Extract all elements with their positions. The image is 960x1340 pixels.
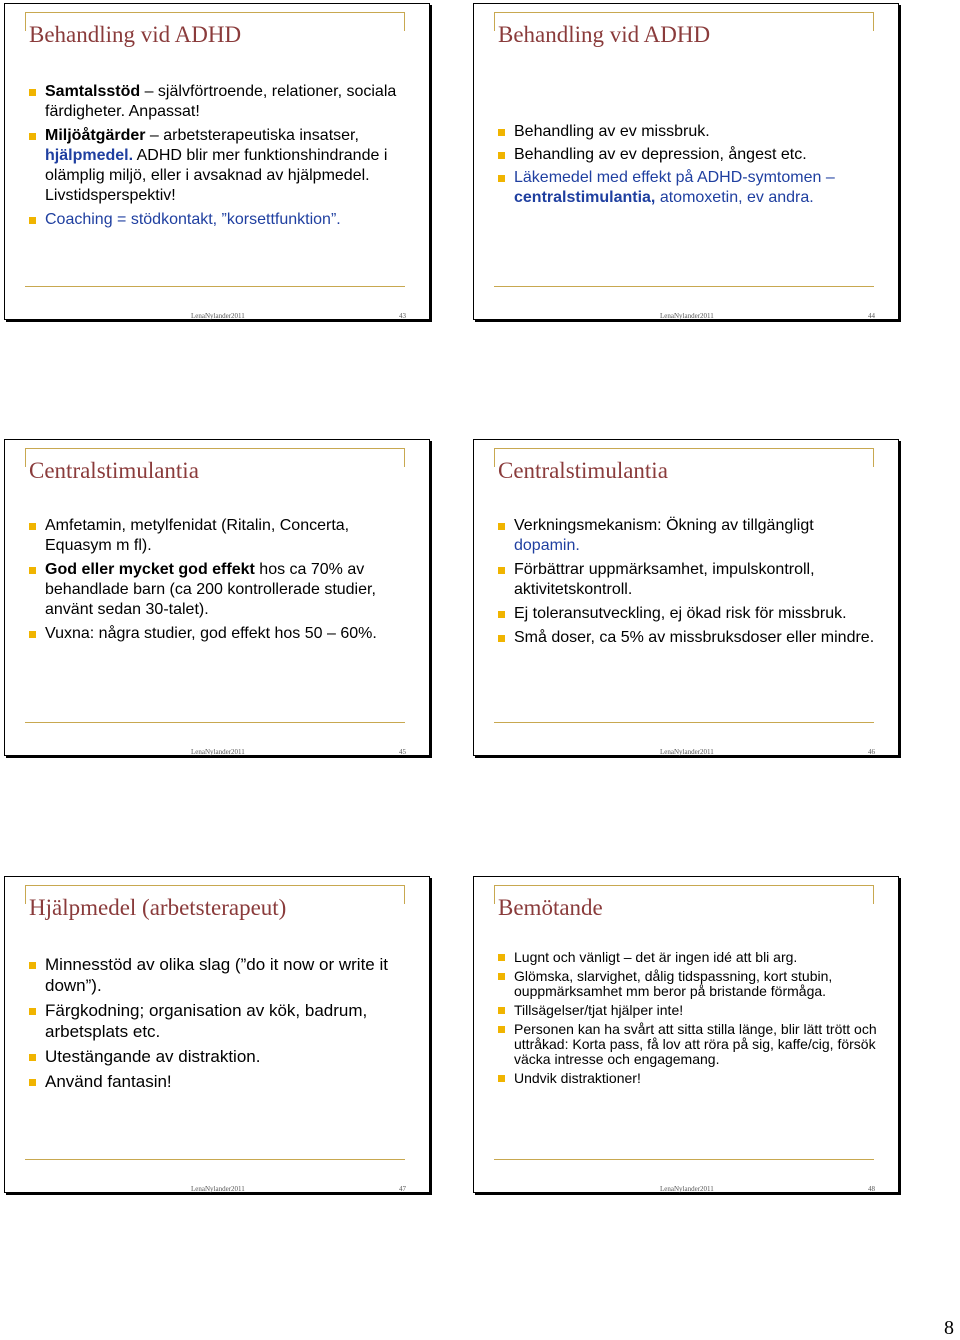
square-bullet-icon [498, 129, 505, 136]
list-item: Utestängande av distraktion. [29, 1046, 409, 1067]
list-item: Behandling av ev missbruk. [498, 122, 878, 142]
list-item: Miljöåtgärder – arbetsterapeutiska insatser, hjälpmedel. ADHD blir mer funktionshindrande i olämplig miljö, eller i avsaknad av hjälpmedel. Livstidsperspektiv! [29, 126, 409, 206]
slide-number: 43 [399, 312, 406, 320]
slide-46 [473, 439, 899, 756]
square-bullet-icon [498, 973, 505, 980]
bullet-list [29, 954, 409, 1096]
slide-title: Centralstimulantia [29, 458, 199, 483]
square-bullet-icon [498, 523, 505, 530]
list-item: Personen kan ha svårt att sitta stilla länge, blir lätt trött och uttråkad: Korta pass, få lov att röra på sig, kaffe/cig, försök väcka intresse och engagemang. [498, 1022, 878, 1067]
square-bullet-icon [29, 962, 36, 969]
footer-rule [494, 722, 874, 723]
square-bullet-icon [498, 1026, 505, 1033]
slide-44 [473, 3, 899, 320]
square-bullet-icon [498, 611, 505, 618]
square-bullet-icon [29, 1054, 36, 1061]
footer-rule [494, 1159, 874, 1160]
list-item: Tillsägelser/tjat hjälper inte! [498, 1003, 878, 1018]
bullet-list [29, 516, 409, 648]
list-item: Färgkodning; organisation av kök, badrum, arbetsplats etc. [29, 1000, 409, 1042]
list-item: Glömska, slarvighet, dålig tidspassning, kort stubin, ouppmärksamhet mm beror på bristande förmåga. [498, 969, 878, 999]
square-bullet-icon [29, 1008, 36, 1015]
footer-author: LenaNylander2011 [660, 312, 714, 320]
list-item: Vuxna: några studier, god effekt hos 50 – 60%. [29, 624, 409, 644]
list-item: Verkningsmekanism: Ökning av tillgängligt dopamin. [498, 516, 878, 556]
page-number: 8 [944, 1317, 954, 1339]
footer-rule [25, 286, 405, 287]
square-bullet-icon [498, 1075, 505, 1082]
bullet-list [498, 950, 878, 1090]
square-bullet-icon [29, 567, 36, 574]
footer-author: LenaNylander2011 [660, 748, 714, 756]
list-item: Samtalsstöd – självförtroende, relationer, sociala färdigheter. Anpassat! [29, 82, 409, 122]
list-item: Undvik distraktioner! [498, 1071, 878, 1086]
square-bullet-icon [498, 152, 505, 159]
list-item: Coaching = stödkontakt, ”korsettfunktion”. [29, 210, 409, 230]
square-bullet-icon [29, 1079, 36, 1086]
square-bullet-icon [29, 217, 36, 224]
list-item: Minnesstöd av olika slag (”do it now or write it down”). [29, 954, 409, 996]
slide-title: Behandling vid ADHD [498, 22, 711, 47]
bullet-list [498, 516, 878, 652]
slide-title: Bemötande [498, 895, 603, 920]
slide-43 [4, 3, 430, 320]
footer-rule [25, 1159, 405, 1160]
list-item: Läkemedel med effekt på ADHD-symtomen – centralstimulantia, atomoxetin, ev andra. [498, 168, 878, 208]
slide-number: 46 [868, 748, 875, 756]
square-bullet-icon [29, 89, 36, 96]
list-item: Ej toleransutveckling, ej ökad risk för missbruk. [498, 604, 878, 624]
square-bullet-icon [498, 635, 505, 642]
square-bullet-icon [498, 175, 505, 182]
footer-rule [494, 286, 874, 287]
bullet-list [29, 82, 409, 234]
square-bullet-icon [29, 523, 36, 530]
slide-number: 47 [399, 1185, 406, 1193]
slide-number: 48 [868, 1185, 875, 1193]
slide-title: Centralstimulantia [498, 458, 668, 483]
square-bullet-icon [498, 1007, 505, 1014]
footer-author: LenaNylander2011 [191, 1185, 245, 1193]
square-bullet-icon [498, 954, 505, 961]
slide-number: 44 [868, 312, 875, 320]
bullet-list [498, 122, 878, 212]
square-bullet-icon [498, 567, 505, 574]
slide-title: Hjälpmedel (arbetsterapeut) [29, 895, 287, 920]
slide-47 [4, 876, 430, 1193]
square-bullet-icon [29, 133, 36, 140]
footer-author: LenaNylander2011 [191, 748, 245, 756]
slide-title: Behandling vid ADHD [29, 22, 242, 47]
slide-number: 45 [399, 748, 406, 756]
list-item: Små doser, ca 5% av missbruksdoser eller mindre. [498, 628, 878, 648]
list-item: Behandling av ev depression, ångest etc. [498, 145, 878, 165]
list-item: Använd fantasin! [29, 1071, 409, 1092]
list-item: God eller mycket god effekt hos ca 70% av behandlade barn (ca 200 kontrollerade studier, använt sedan 30-talet). [29, 560, 409, 620]
list-item: Lugnt och vänligt – det är ingen idé att bli arg. [498, 950, 878, 965]
footer-author: LenaNylander2011 [191, 312, 245, 320]
slide-45 [4, 439, 430, 756]
list-item: Amfetamin, metylfenidat (Ritalin, Concerta, Equasym m fl). [29, 516, 409, 556]
footer-author: LenaNylander2011 [660, 1185, 714, 1193]
list-item: Förbättrar uppmärksamhet, impulskontroll, aktivitetskontroll. [498, 560, 878, 600]
slide-48 [473, 876, 899, 1193]
square-bullet-icon [29, 631, 36, 638]
footer-rule [25, 722, 405, 723]
